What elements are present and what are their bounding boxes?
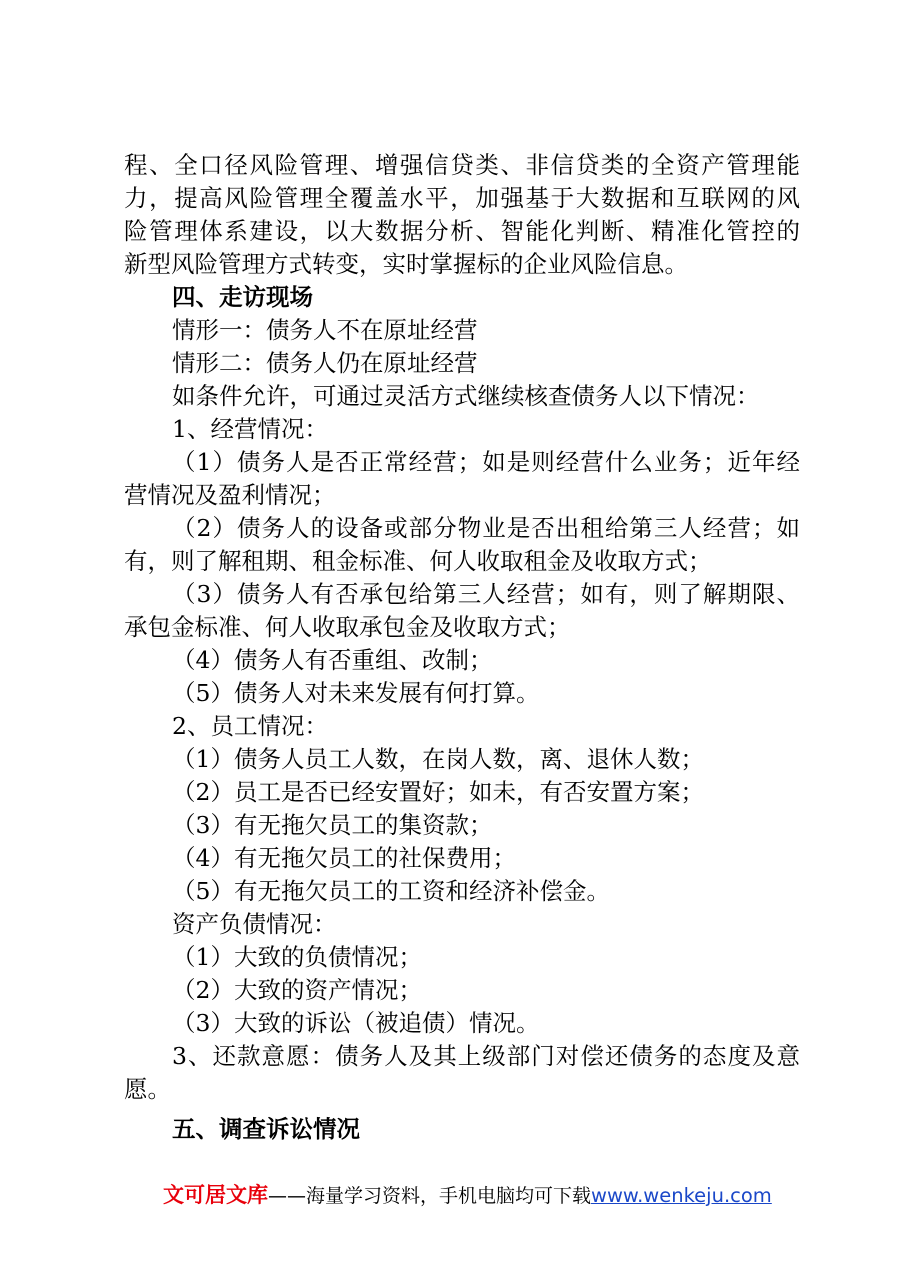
list-item: （1）大致的负债情况； [172,943,422,971]
list-item: （1）债务人是否正常经营；如是则经营什么业务；近年经 [172,448,800,476]
list-item-continuation: 营情况及盈利情况； [124,481,336,509]
footer-tagline: ——海量学习资料，手机电脑均可下载 [268,1185,592,1207]
list-item: （5）债务人对未来发展有何打算。 [172,679,540,707]
paragraph-line: 程、全口径风险管理、增强信贷类、非信贷类的全资产管理能 [124,151,800,179]
paragraph-line: 险管理体系建设，以大数据分析、智能化判断、精准化管控的 [124,217,800,245]
footer-link[interactable]: www.wenkeju.com [591,1184,772,1207]
footer-brand: 文可居文库 [163,1183,268,1207]
list-item: （2）大致的资产情况； [172,976,422,1004]
paragraph-line: 新型风险管理方式转变，实时掌握标的企业风险信息。 [124,250,688,278]
paragraph-line: 如条件允许，可通过灵活方式继续核查债务人以下情况： [172,382,760,410]
subheading: 2、员工情况： [172,712,328,740]
subheading: 1、经营情况： [172,415,328,443]
list-item: （1）债务人员工人数，在岗人数，离、退休人数； [172,745,704,773]
paragraph-line: 3、还款意愿：债务人及其上级部门对偿还债务的态度及意 [172,1042,800,1070]
list-item-continuation: 承包金标准、何人收取承包金及收取方式； [124,613,571,641]
paragraph-line: 情形一：债务人不在原址经营 [172,316,478,344]
list-item-continuation: 有，则了解租期、租金标准、何人收取租金及收取方式； [124,547,712,575]
list-item: （4）有无拖欠员工的社保费用； [172,844,516,872]
list-item: （4）债务人有否重组、改制； [172,646,493,674]
section-heading: 四、走访现场 [172,283,313,311]
paragraph-line: 力，提高风险管理全覆盖水平，加强基于大数据和互联网的风 [124,184,800,212]
list-item: （2）员工是否已经安置好；如未，有否安置方案； [172,778,704,806]
subheading: 资产负债情况： [172,910,337,938]
list-item: （3）有无拖欠员工的集资款； [172,811,493,839]
list-item: （3）大致的诉讼（被追债）情况。 [172,1009,540,1037]
list-item: （5）有无拖欠员工的工资和经济补偿金。 [172,877,610,905]
list-item: （3）债务人有否承包给第三人经营；如有，则了解期限、 [172,580,800,608]
paragraph-line: 情形二：债务人仍在原址经营 [172,349,478,377]
section-heading: 五、调查诉讼情况 [172,1115,360,1143]
list-item: （2）债务人的设备或部分物业是否出租给第三人经营；如 [172,514,800,542]
paragraph-line: 愿。 [124,1075,171,1103]
footer-banner [163,1180,772,1211]
